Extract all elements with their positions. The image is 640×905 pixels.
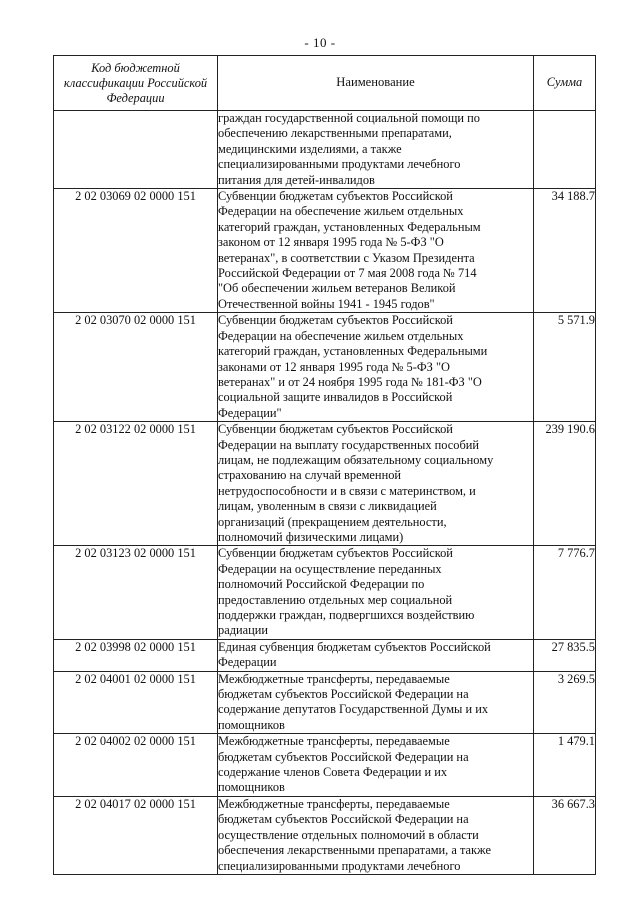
item-name-line: Отечественной войны 1941 - 1945 годов" bbox=[218, 296, 435, 311]
amount-cell: 5 571.9 bbox=[534, 313, 596, 422]
budget-code-cell: 2 02 03122 02 0000 151 bbox=[54, 422, 218, 546]
item-name-line: нетрудоспособности и в связи с материнством, и bbox=[218, 483, 476, 498]
table-header-row bbox=[54, 56, 596, 111]
item-name-line: Единая субвенция бюджетам субъектов Российской bbox=[218, 639, 491, 654]
item-name-line: Субвенции бюджетам субъектов Российской bbox=[218, 546, 453, 561]
item-name-line: предоставлению отдельных мер социальной bbox=[218, 592, 453, 607]
item-name-line: поддержки граждан, подвергшихся воздействию bbox=[218, 608, 475, 622]
item-name-line: ветеранах", в соответствии с Указом Президента bbox=[218, 250, 475, 265]
header-code: Код бюджетной классификации Российской Федерации bbox=[54, 56, 218, 111]
item-name-cell bbox=[218, 313, 534, 422]
item-name-line: Субвенции бюджетам субъектов Российской bbox=[218, 189, 453, 204]
item-name-line: категорий граждан, установленных Федеральным bbox=[218, 219, 481, 234]
item-name-line: помощников bbox=[218, 717, 285, 732]
item-name-line: законами от 12 января 1995 года № 5-ФЗ "О bbox=[218, 359, 450, 374]
budget-code-cell: 2 02 03070 02 0000 151 bbox=[54, 313, 218, 422]
budget-code-cell: 2 02 03123 02 0000 151 bbox=[54, 546, 218, 639]
item-name-line: радиации bbox=[218, 623, 269, 638]
item-name-line: социальной защите инвалидов в Российской bbox=[218, 390, 453, 405]
table-row bbox=[54, 422, 596, 546]
item-name-cell bbox=[218, 111, 534, 189]
item-name-cell bbox=[218, 546, 534, 639]
item-name-line: Федерации на осуществление переданных bbox=[218, 561, 442, 576]
item-name-line: полномочий Российской Федерации по bbox=[218, 577, 425, 592]
item-name-cell bbox=[218, 422, 534, 546]
amount-cell: 7 776.7 bbox=[534, 546, 596, 639]
budget-code-cell: 2 02 03069 02 0000 151 bbox=[54, 189, 218, 313]
item-name-line: содержание членов Совета Федерации и их bbox=[218, 765, 448, 780]
item-name-line: полномочий физическими лицами) bbox=[218, 529, 404, 544]
table-row bbox=[54, 671, 596, 734]
item-name-line: Федерации на выплату государственных пособий bbox=[218, 437, 480, 452]
item-name-cell bbox=[218, 189, 534, 313]
item-name-cell bbox=[218, 671, 534, 734]
table-row bbox=[54, 189, 596, 313]
amount-cell: 239 190.6 bbox=[534, 422, 596, 546]
amount-cell: 36 667.3 bbox=[534, 796, 596, 874]
item-name-line: помощников bbox=[218, 780, 285, 795]
item-name-line: Межбюджетные трансферты, передаваемые bbox=[218, 734, 450, 749]
item-name-line: специализированными продуктами лечебного bbox=[218, 858, 461, 873]
item-name-line: Федерации на обеспечение жильем отдельных bbox=[218, 328, 464, 343]
item-name-line: законом от 12 января 1995 года № 5-ФЗ "О bbox=[218, 235, 444, 250]
table-row bbox=[54, 111, 596, 189]
item-name-line: лицам, уволенным в связи с ликвидацией bbox=[218, 499, 437, 514]
item-name-line: Российской Федерации от 7 мая 2008 года № 714 bbox=[218, 266, 477, 281]
amount-cell: 34 188.7 bbox=[534, 189, 596, 313]
item-name-line: содержание депутатов Государственной Думы и их bbox=[218, 702, 489, 717]
item-name-line: специализированными продуктами лечебного bbox=[218, 157, 461, 172]
item-name-line: бюджетам субъектов Российской Федерации на bbox=[218, 687, 469, 702]
header-name: Наименование bbox=[218, 56, 534, 111]
item-name-line: лицам, не подлежащим обязательному социальному bbox=[218, 452, 494, 467]
item-name-line: обеспечению лекарственными препаратами, bbox=[218, 126, 452, 141]
budget-code-cell bbox=[54, 111, 218, 189]
item-name-line: Федерации на обеспечение жильем отдельных bbox=[218, 204, 464, 219]
budget-code-cell: 2 02 03998 02 0000 151 bbox=[54, 639, 218, 671]
budget-code-cell: 2 02 04001 02 0000 151 bbox=[54, 671, 218, 734]
item-name-cell bbox=[218, 734, 534, 797]
table-row bbox=[54, 313, 596, 422]
table-row bbox=[54, 639, 596, 671]
item-name-line: медицинскими изделиями, а также bbox=[218, 141, 402, 156]
table-row bbox=[54, 546, 596, 639]
table-body bbox=[54, 111, 596, 875]
item-name-cell bbox=[218, 639, 534, 671]
page-number: - 10 - bbox=[304, 35, 336, 50]
item-name-line: бюджетам субъектов Российской Федерации на bbox=[218, 812, 469, 827]
header-sum: Сумма bbox=[534, 56, 596, 111]
item-name-line: Межбюджетные трансферты, передаваемые bbox=[218, 796, 450, 811]
amount-cell: 3 269.5 bbox=[534, 671, 596, 734]
item-name-line: страхованию на случай временной bbox=[218, 468, 402, 483]
item-name-line: Федерации" bbox=[218, 405, 282, 420]
budget-code-cell: 2 02 04002 02 0000 151 bbox=[54, 734, 218, 797]
item-name-line: организаций (прекращением деятельности, bbox=[218, 514, 447, 529]
item-name-line: Федерации bbox=[218, 655, 277, 670]
amount-cell: 27 835.5 bbox=[534, 639, 596, 671]
amount-cell bbox=[534, 111, 596, 189]
amount-cell: 1 479.1 bbox=[534, 734, 596, 797]
item-name-line: "Об обеспечении жильем ветеранов Великой bbox=[218, 281, 456, 296]
item-name-line: Субвенции бюджетам субъектов Российской bbox=[218, 422, 453, 437]
table-row bbox=[54, 734, 596, 797]
table-row bbox=[54, 796, 596, 874]
item-name-line: Субвенции бюджетам субъектов Российской bbox=[218, 313, 453, 328]
budget-table bbox=[53, 55, 596, 875]
budget-code-cell: 2 02 04017 02 0000 151 bbox=[54, 796, 218, 874]
item-name-cell bbox=[218, 796, 534, 874]
item-name-line: бюджетам субъектов Российской Федерации на bbox=[218, 749, 469, 764]
item-name-line: осуществление отдельных полномочий в области bbox=[218, 827, 479, 842]
item-name-line: Межбюджетные трансферты, передаваемые bbox=[218, 671, 450, 686]
item-name-line: обеспечения лекарственными препаратами, а также bbox=[218, 843, 491, 858]
item-name-line: граждан государственной социальной помощи по bbox=[218, 111, 480, 125]
item-name-line: категорий граждан, установленных Федеральными bbox=[218, 344, 488, 359]
item-name-line: ветеранах" и от 24 ноября 1995 года № 181-ФЗ "О bbox=[218, 374, 482, 389]
item-name-line: питания для детей-инвалидов bbox=[218, 172, 375, 187]
